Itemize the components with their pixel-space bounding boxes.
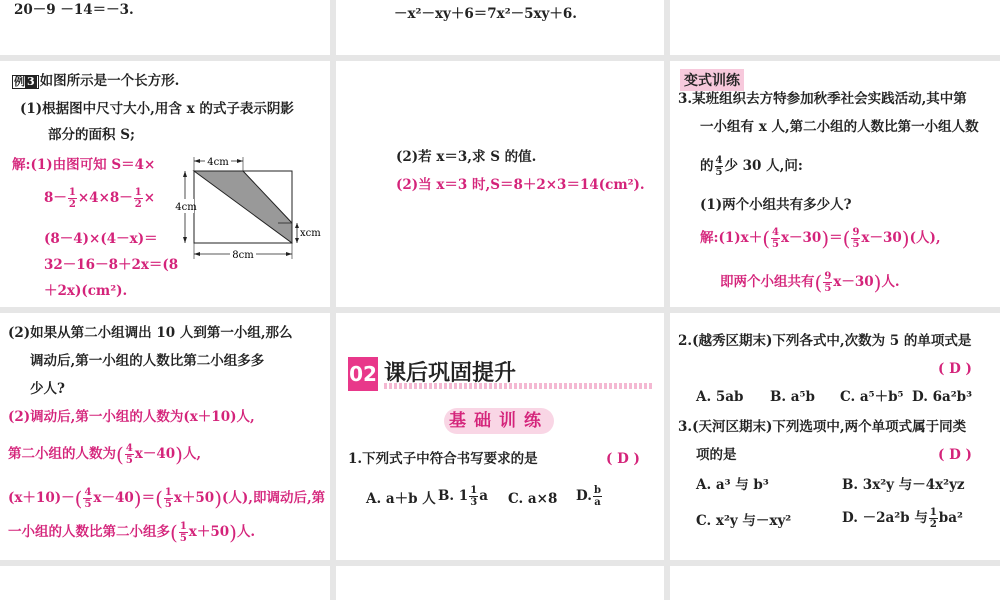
q1-line2: 部分的面积 S; [48, 127, 135, 143]
basic-training-pill: 基础训练 [444, 408, 554, 434]
example-badge: 例 3 [12, 75, 39, 89]
question2-panel [336, 61, 664, 307]
example3-panel [0, 61, 330, 307]
bottom-right-panel [670, 566, 1000, 600]
mc-q3-option-a: A. a³ 与 b³ [696, 477, 769, 493]
top-middle-panel [336, 0, 664, 55]
lower-center-panel [336, 313, 664, 560]
bottom-middle-panel [336, 566, 664, 600]
mc-q3-option-c: C. x²y 与－xy² [696, 513, 792, 529]
ll-question-line2: 调动后,第一小组的人数比第二小组多多 [30, 353, 265, 369]
variant-q3-line2: 一小组有 x 人,第二小组的人数比第一小组人数 [700, 119, 979, 135]
top-left-equation: 20－9 －14＝－3. [14, 2, 134, 18]
bottom-left-panel [0, 566, 330, 600]
mc-q2-option-d: D. 6a²b³ [912, 389, 973, 405]
solution-line1: 解:(1)由图可知 S＝4× [12, 157, 156, 173]
left-dimension-label: 4cm [175, 202, 197, 213]
variant-q3-line1: 3.某班组织去方特参加秋季社会实践活动,其中第 [678, 91, 967, 107]
variant-sub1: (1)两个小组共有多少人? [700, 197, 852, 213]
lower-right-panel [670, 313, 1000, 560]
top-right-panel [670, 0, 1000, 55]
mc-q2-option-b: B. a⁵b [770, 389, 815, 405]
mc-question3-answer: ( D ) [938, 447, 972, 463]
mc-q3-option-b: B. 3x²y 与－4x²yz [842, 477, 965, 493]
mc-question2: 2.(越秀区期末)下列各式中,次数为 5 的单项式是 [678, 333, 972, 349]
right-dimension-label: xcm [300, 228, 321, 239]
top-middle-equation: －x²－xy＋6＝7x²－5xy＋6. [394, 6, 577, 22]
section-banner [348, 357, 652, 391]
mc-q3-option-d: D. －2a²b 与 $\frac{1}{2}$ ba² [842, 507, 963, 530]
mc-question1: 1.下列式子中符合书写要求的是 [348, 451, 538, 467]
top-dimension-label: 4cm [207, 157, 229, 168]
variant-answer2: 即两个小组共有( $\frac{9}{5}$ x－30)人. [720, 270, 900, 295]
q2-answer: (2)当 x＝3 时,S＝8＋2×3＝14(cm²). [396, 177, 645, 193]
lower-left-panel [0, 313, 330, 560]
mc-question2-answer: ( D ) [938, 361, 972, 377]
example3-intro: 例 3 如图所示是一个长方形. [14, 73, 180, 89]
section-number: 02 [348, 357, 378, 391]
bottom-dimension-label: 8cm [232, 250, 254, 261]
ll-question-line1: (2)如果从第二小组调出 10 人到第一小组,那么 [8, 325, 293, 341]
top-left-panel [0, 0, 330, 55]
mc-q1-option-d: D. $\frac{b}{a}$ [576, 485, 601, 508]
solution-line5: ＋2x)(cm²). [44, 283, 128, 299]
mc-q2-option-a: A. 5ab [696, 389, 744, 405]
mc-question3-line2: 项的是 [696, 447, 737, 463]
ll-question-line3: 少人? [30, 381, 65, 397]
mc-q1-option-b: B. 1 $\frac{1}{3}$ a [438, 485, 488, 508]
variant-answer1: 解:(1)x＋( $\frac{4}{5}$ x－30)＝( $\frac{9}{5}$ x－30)(人), [700, 226, 941, 251]
section-title: 课后巩固提升 [384, 361, 517, 386]
mc-question3-line1: 3.(天河区期末)下列选项中,两个单项式属于同类 [678, 419, 967, 435]
ll-answer-line4: 一小组的人数比第二小组多( $\frac{1}{5}$ x＋50)人. [8, 520, 256, 545]
solution-line2: 8－ $\frac{1}{2}$ ×4×8－ $\frac{1}{2}$ × [44, 187, 156, 210]
mc-question1-answer: ( D ) [606, 451, 640, 467]
rectangle-figure [175, 151, 326, 266]
variant-panel [670, 61, 1000, 307]
variant-title: 变式训练 [680, 69, 744, 91]
ll-answer-line1: (2)调动后,第一小组的人数为(x＋10)人, [8, 409, 255, 425]
mc-q2-option-c: C. a⁵＋b⁵ [840, 389, 904, 405]
ll-answer-line3: (x＋10)－( $\frac{4}{5}$ x－40)＝( $\frac{1}{5}$ x＋50)(人),即调动后,第 [8, 486, 326, 511]
solution-line3: (8－4)×(4－x)＝ [44, 231, 158, 247]
q2-question: (2)若 x＝3,求 S 的值. [396, 149, 537, 165]
variant-q3-line3: 的 $\frac{4}{5}$ 少 30 人,问: [700, 155, 803, 178]
mc-q1-option-c: C. a×8 [508, 491, 558, 507]
solution-line4: 32－16－8＋2x＝(8 [44, 257, 179, 273]
q1-line1: (1)根据图中尺寸大小,用含 x 的式子表示阴影 [20, 101, 294, 117]
ll-answer-line2: 第二小组的人数为( $\frac{4}{5}$ x－40)人, [8, 442, 202, 467]
mc-q1-option-a: A. a＋b 人 [366, 491, 436, 507]
